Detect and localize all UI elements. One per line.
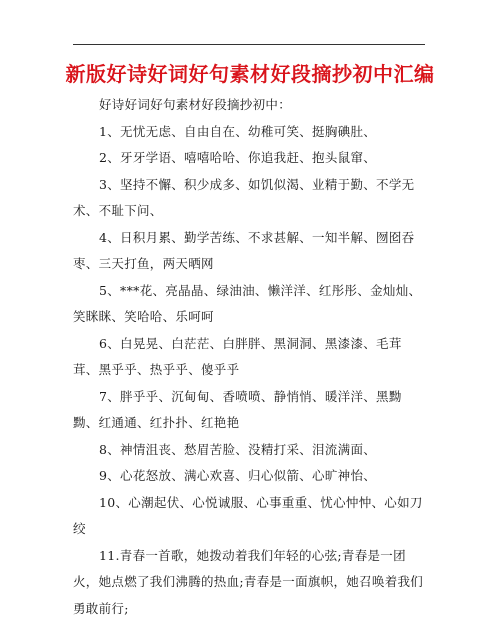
- list-item: 3、坚持不懈、积少成多、如饥似渴、业精于勤、不学无术、不耻下问、: [73, 172, 427, 225]
- list-item: 10、心潮起伏、心悦诚服、心事重重、忧心忡忡、心如刀绞: [73, 490, 427, 543]
- list-item: 1、无忧无虑、自由自在、幼稚可笑、挺胸碘肚、: [73, 119, 427, 146]
- list-item: 2、牙牙学语、嘻嘻哈哈、你追我赶、抱头鼠窜、: [73, 145, 427, 172]
- list-item: 11.青春一首歌，她拨动着我们年轻的心弦;青春是一团火，她点燃了我们沸腾的热血;青春是一面旗帜，她召唤着我们勇敢前行;: [73, 543, 427, 622]
- list-item: 7、胖乎乎、沉甸甸、香喷喷、静悄悄、暖洋洋、黑黝黝、红通通、红扑扑、红艳艳: [73, 384, 427, 437]
- list-item: 9、心花怒放、满心欢喜、归心似箭、心旷神怡、: [73, 463, 427, 490]
- document-body: [73, 92, 427, 622]
- document-title: 新版好诗好词好句素材好段摘抄初中汇编: [0, 59, 500, 89]
- list-item: 5、***花、亮晶晶、绿油油、懒洋洋、红彤彤、金灿灿、笑眯眯、笑哈哈、乐呵呵: [73, 278, 427, 331]
- list-item: 6、白晃晃、白茫茫、白胖胖、黑洞洞、黑漆漆、毛茸茸、黑乎乎、热乎乎、傻乎乎: [73, 331, 427, 384]
- list-item: 8、神情沮丧、愁眉苦脸、没精打采、泪流满面、: [73, 437, 427, 464]
- header-rule: [73, 44, 425, 45]
- list-item: 4、日积月累、勤学苦练、不求甚解、一知半解、囫囵吞枣、三天打鱼，两天晒网: [73, 225, 427, 278]
- intro-paragraph: 好诗好词好句素材好段摘抄初中：: [73, 92, 427, 119]
